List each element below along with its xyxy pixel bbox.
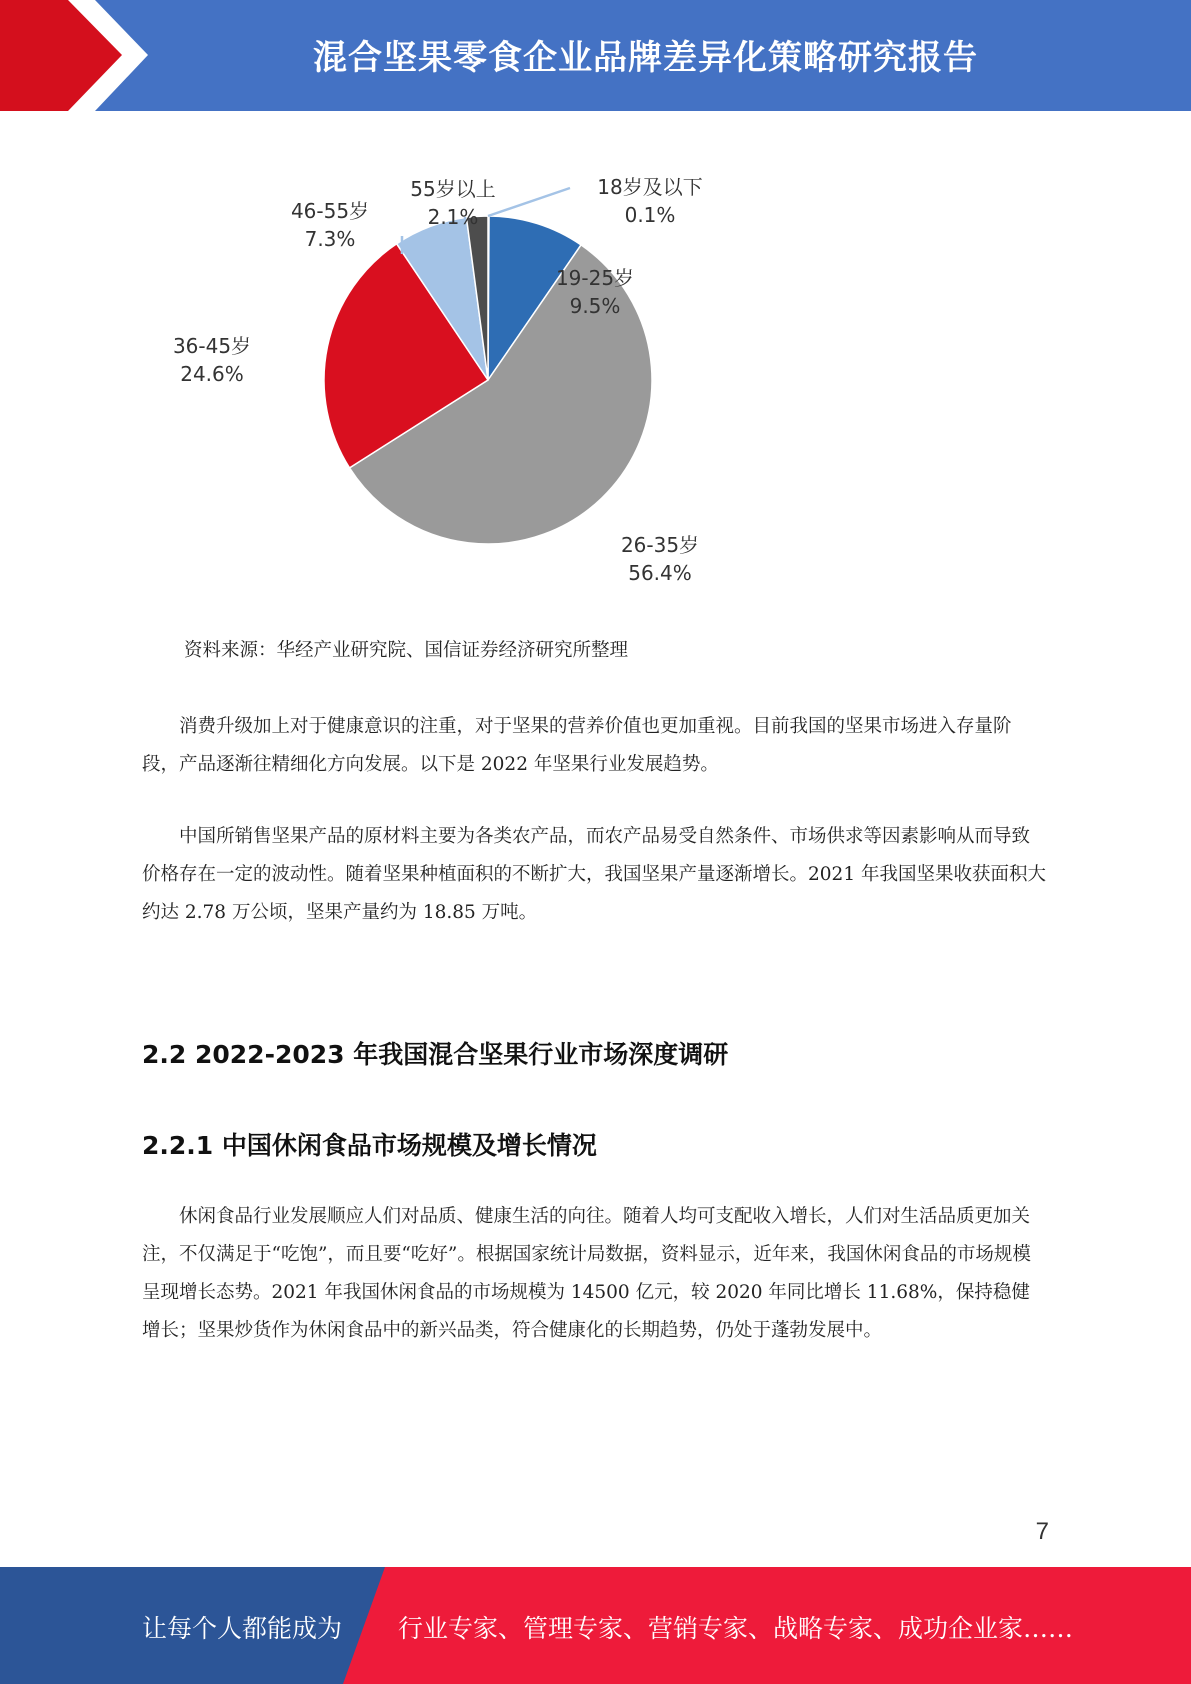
subsection-heading: 2.2.1 中国休闲食品市场规模及增长情况	[142, 1131, 597, 1160]
value-26-35: 56.4%	[628, 561, 692, 585]
label-36-45: 36-45岁	[172, 334, 252, 358]
age-distribution-pie-chart	[170, 160, 730, 600]
label-26-35: 26-35岁	[620, 533, 700, 557]
leader-line-18-and-under	[488, 188, 570, 216]
page-header	[0, 0, 1191, 111]
page-footer	[0, 1567, 1191, 1684]
section-heading: 2.2 2022-2023 年我国混合坚果行业市场深度调研	[142, 1040, 729, 1069]
label-18-and-under: 18岁及以下	[597, 175, 703, 199]
value-46-55: 7.3%	[304, 227, 356, 251]
value-18-and-under: 0.1%	[624, 203, 676, 227]
value-36-45: 24.6%	[180, 362, 244, 386]
page-number: 7	[1035, 1518, 1049, 1545]
label-46-55: 46-55岁	[290, 199, 370, 223]
paragraph-1: 消费升级加上对于健康意识的注重，对于坚果的营养价值也更加重视。目前我国的坚果市场进入存量阶段，产品逐渐往精细化方向发展。以下是 2022 年坚果行业发展趋势。	[142, 716, 1012, 775]
value-19-25: 9.5%	[569, 294, 621, 318]
label-55-plus: 55岁以上	[410, 177, 496, 201]
footer-slogan-left: 让每个人都能成为	[142, 1614, 343, 1643]
report-title: 混合坚果零食企业品牌差异化策略研究报告	[313, 38, 978, 78]
value-55-plus: 2.1%	[427, 205, 479, 229]
paragraph-2: 中国所销售坚果产品的原材料主要为各类农产品，而农产品易受自然条件、市场供求等因素影响从而导致价格存在一定的波动性。随着坚果种植面积的不断扩大，我国坚果产量逐渐增长。2021 年我国坚果收获面积大约达 2.78 万公顷，坚果产量约为 18.85 万吨。	[142, 826, 1046, 923]
paragraph-3: 休闲食品行业发展顺应人们对品质、健康生活的向往。随着人均可支配收入增长，人们对生活品质更加关注，不仅满足于“吃饱”，而且要“吃好”。根据国家统计局数据，资料显示，近年来，我国休闲食品的市场规模呈现增长态势。2021 年我国休闲食品的市场规模为 14500 亿元，较 2020 年同比增长 11.68%，保持稳健增长；坚果炒货作为休闲食品中的新兴品类，符合健康化的长期趋势，仍处于蓬勃发展中。	[142, 1206, 1031, 1341]
chart-source-note: 资料来源：华经产业研究院、国信证券经济研究所整理	[184, 640, 629, 661]
footer-slogan-right: 行业专家、管理专家、营销专家、战略专家、成功企业家……	[398, 1614, 1074, 1643]
label-19-25: 19-25岁	[555, 266, 635, 290]
